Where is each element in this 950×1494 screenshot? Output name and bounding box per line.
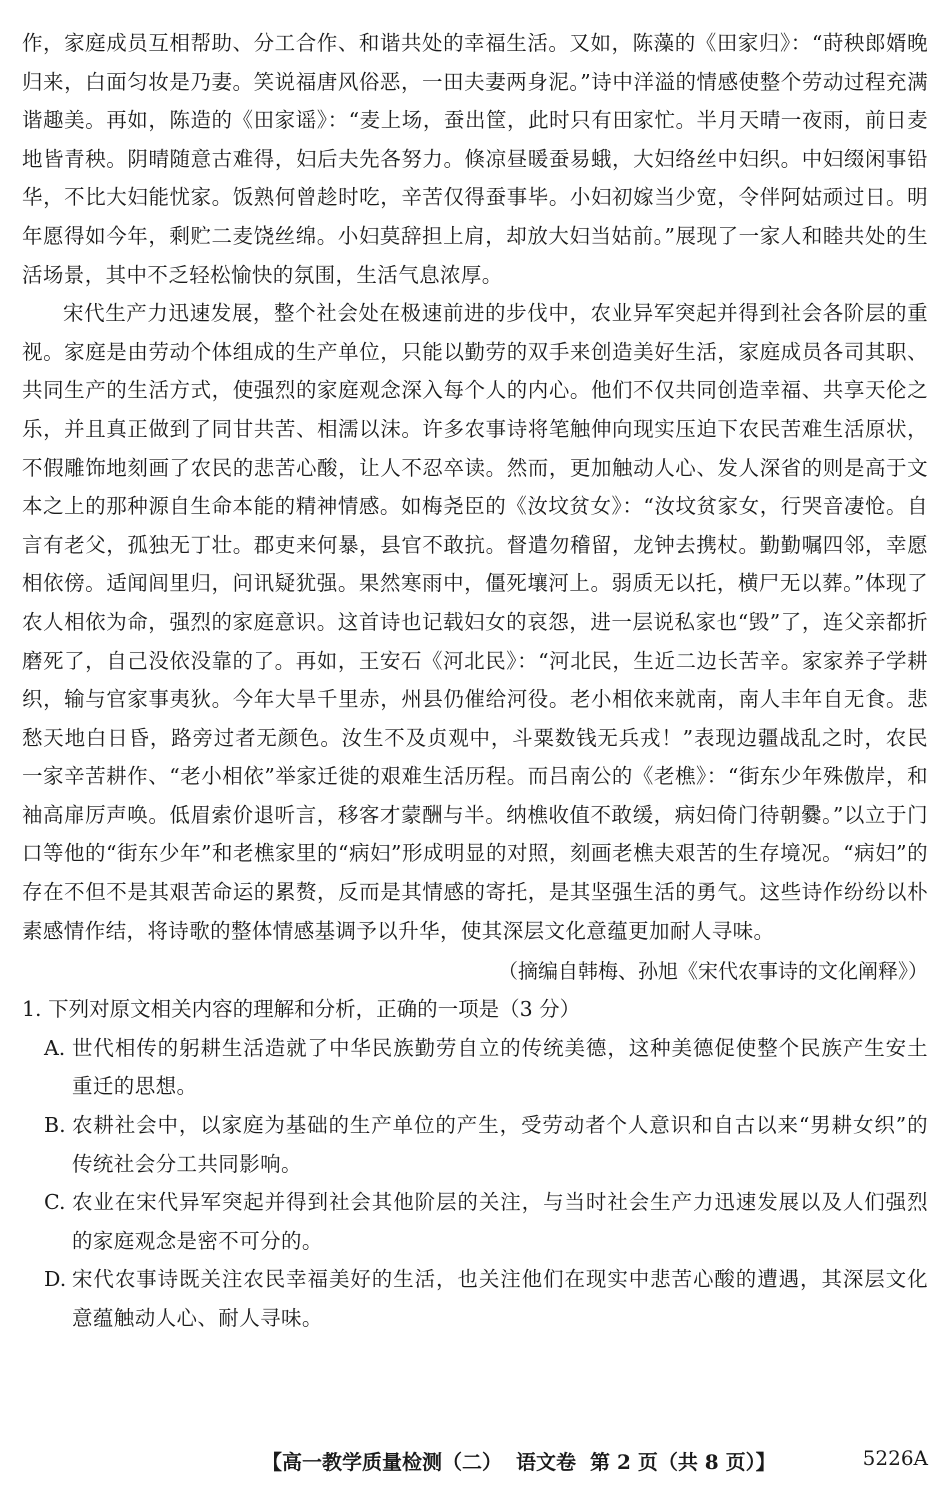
option-letter: B. (44, 1113, 66, 1138)
footer-exam-title: 【高一教学质量检测（二） (262, 1450, 502, 1474)
footer-paper-code: 5226A (862, 1446, 928, 1470)
footer-subject: 语文卷 (516, 1450, 576, 1474)
option-letter: C. (44, 1190, 66, 1215)
question-options (22, 1029, 928, 1338)
option-text: 世代相传的躬耕生活造就了中华民族勤劳自立的传统美德，这种美德促使整个民族产生安土重迁的思想。 (72, 1035, 928, 1099)
page-footer (0, 1446, 950, 1478)
option-text: 农业在宋代异军突起并得到社会其他阶层的关注，与当时社会生产力迅速发展以及人们强烈的家庭观念是密不可分的。 (72, 1190, 928, 1253)
option-text: 宋代农事诗既关注农民幸福美好的生活，也关注他们在现实中悲苦心酸的遭遇，其深层文化意蕴触动人心、耐人寻味。 (72, 1267, 928, 1330)
paragraph-continued: 作，家庭成员互相帮助、分工合作、和谐共处的幸福生活。又如，陈藻的《田家归》：“莳秧郎婿晚归来，白面匀妆是乃妻。笑说福唐风俗恶，一田夫妻两身泥。”诗中洋溢的情感使整个劳动过程充满谐趣美。再如，陈造的《田家谣》：“麦上场，蚕出筐，此时只有田家忙。半月天晴一夜雨，前日麦地皆青秧。阴晴随意古难得，妇后夫先各努力。倏凉昼暖蚕易蛾，大妇络丝中妇织。中妇缀闲事铅华，不比大妇能忧家。饭熟何曾趁时吃，辛苦仅得蚕事毕。小妇初嫁当少宽，令伴阿姑顽过日。明年愿得如今年，剩贮二麦饶丝绵。小妇莫辞担上肩，却放大妇当姑前。”展现了一家人和睦共处的生活场景，其中不乏轻松愉快的氛围，生活气息浓厚。 (22, 31, 928, 287)
option-letter: D. (44, 1267, 67, 1292)
option-c[interactable] (22, 1183, 928, 1260)
footer-exam-info (262, 1446, 776, 1475)
option-letter: A. (44, 1035, 66, 1060)
option-d[interactable] (22, 1260, 928, 1337)
footer-page-number: 第 2 页（共 8 页）】 (590, 1450, 776, 1474)
option-text: 农耕社会中，以家庭为基础的生产单位的产生，受劳动者个人意识和自古以来“男耕女织”的传统社会分工共同影响。 (72, 1113, 928, 1176)
source-citation: （摘编自韩梅、孙旭《宋代农事诗的文化阐释》） (498, 959, 928, 984)
question-stem: 1. 下列对原文相关内容的理解和分析，正确的一项是（3 分） (22, 997, 581, 1022)
paragraph-song-dynasty: 宋代生产力迅速发展，整个社会处在极速前进的步伐中，农业异军突起并得到社会各阶层的重视。家庭是由劳动个体组成的生产单位，只能以勤劳的双手来创造美好生活，家庭成员各司其职、共同生产的生活方式，使强烈的家庭观念深入每个人的内心。他们不仅共同创造幸福、共享天伦之乐，并且真正做到了同甘共苦、相濡以沫。许多农事诗将笔触伸向现实压迫下农民苦难生活原状，不假雕饰地刻画了农民的悲苦心酸，让人不忍卒读。然而，更加触动人心、发人深省的则是高于文本之上的那种源自生命本能的精神情感。如梅尧臣的《汝坟贫女》：“汝坟贫家女，行哭音凄怆。自言有老父，孤独无丁壮。郡吏来何暴，县官不敢抗。督遣勿稽留，龙钟去携杖。勤勤嘱四邻，幸愿相依傍。适闻闾里归，问讯疑犹强。果然寒雨中，僵死壤河上。弱质无以托，横尸无以葬。”体现了农人相依为命，强烈的家庭意识。这首诗也记载妇女的哀怨，进一层说私家也“毁”了，连父亲都折磨死了，自己没依没靠的了。再如，王安石《河北民》：“河北民，生近二边长苦辛。家家养子学耕织，输与官家事夷狄。今年大旱千里赤，州县仍催给河役。老小相依来就南，南人丰年自无食。悲愁天地白日昏，路旁过者无颜色。汝生不及贞观中，斗粟数钱无兵戎！”表现边疆战乱之时，农民一家辛苦耕作、“老小相依”举家迁徙的艰难生活历程。而吕南公的《老樵》：“街东少年殊傲岸，和袖高扉厉声唤。低眉索价退听言，移客才蒙酬与半。纳樵收值不敢缓，病妇倚门待朝爨。”以立于门口等他的“街东少年”和老樵家里的“病妇”形成明显的对照，刻画老樵夫艰苦的生存境况。“病妇”的存在不但不是其艰苦命运的累赘，反而是其情感的寄托，是其坚强生活的勇气。这些诗作纷纷以朴素感情作结，将诗歌的整体情感基调予以升华，使其深层文化意蕴更加耐人寻味。 (22, 301, 928, 943)
option-a[interactable] (22, 1029, 928, 1106)
option-b[interactable] (22, 1106, 928, 1183)
document-page (22, 24, 928, 1338)
